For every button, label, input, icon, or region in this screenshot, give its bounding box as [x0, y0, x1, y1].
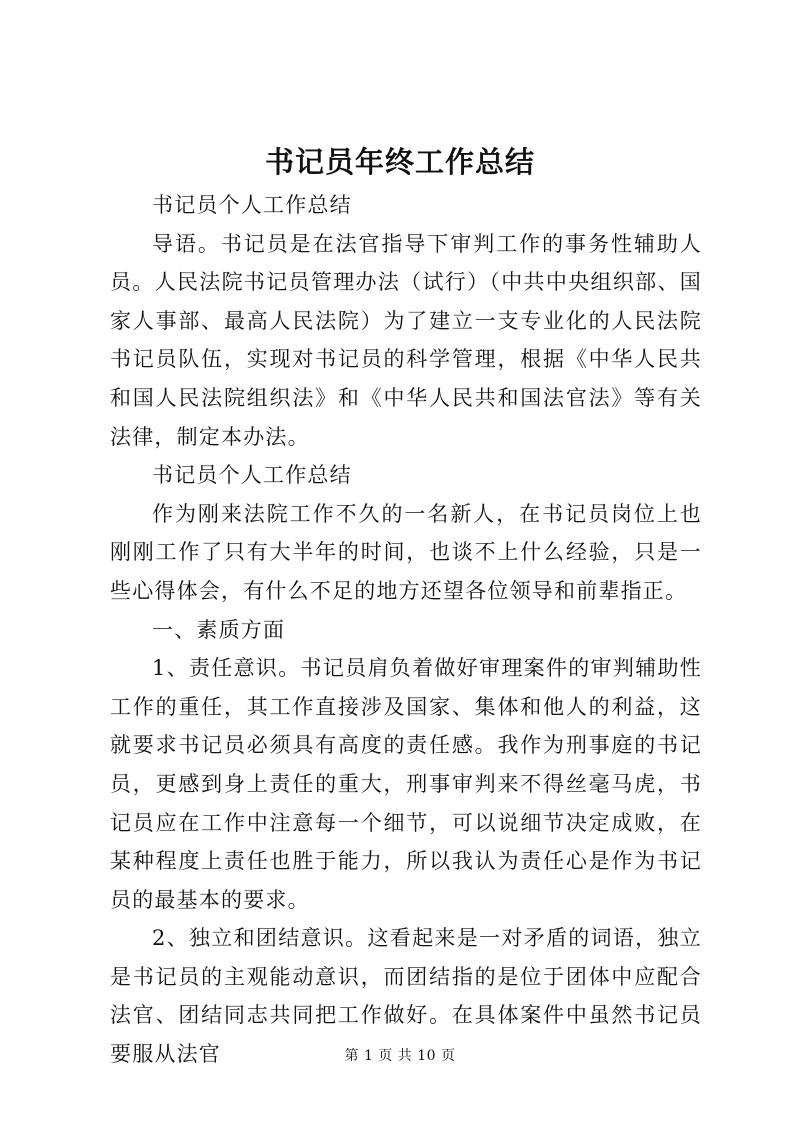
paragraph-introduction: 导语。书记员是在法官指导下审判工作的事务性辅助人员。人民法院书记员管理办法（试行）（中共中央组织部、国家人事部、最高人民法院）为了建立一支专业化的人民法院书记员队伍，实现对书记员的科学管理，根据《中华人民共和国人民法院组织法》和《中华人民共和国法官法》等有关法律，制定本办法。: [110, 231, 702, 449]
paragraph-responsibility: 1、责任意识。书记员肩负着做好审理案件的审判辅助性工作的重任，其工作直接涉及国家、集体和他人的利益，这就要求书记员必须具有高度的责任感。我作为刑事庭的书记员，更感到身上责任的重大，刑事审判来不得丝毫马虎，书记员应在工作中注意每一个细节，可以说细节决定成败，在某种程度上责任也胜于能力，所以我认为责任心是作为书记员的最基本的要求。: [110, 656, 702, 912]
subheading-personal-summary-2: 书记员个人工作总结: [152, 463, 352, 488]
document-body: [110, 186, 702, 1074]
subheading-personal-summary: 书记员个人工作总结: [152, 193, 352, 217]
document-title: 书记员年终工作总结: [264, 145, 535, 179]
section-heading-quality: 一、素质方面: [152, 617, 286, 642]
paragraph-independence-unity: 2、独立和团结意识。这看起来是一对矛盾的词语，独立是书记员的主观能动意识，而团结指的是位于团体中应配合法官、团结同志共同把工作做好。在具体案件中虽然书记员要服从法官: [110, 926, 702, 1067]
page-number-footer: 第 1 页 共 10 页: [344, 1048, 456, 1064]
paragraph-opening: 作为刚来法院工作不久的一名新人，在书记员岗位上也刚刚工作了只有大半年的时间，也谈不上什么经验，只是一些心得体会，有什么不足的地方还望各位领导和前辈指正。: [110, 501, 702, 603]
